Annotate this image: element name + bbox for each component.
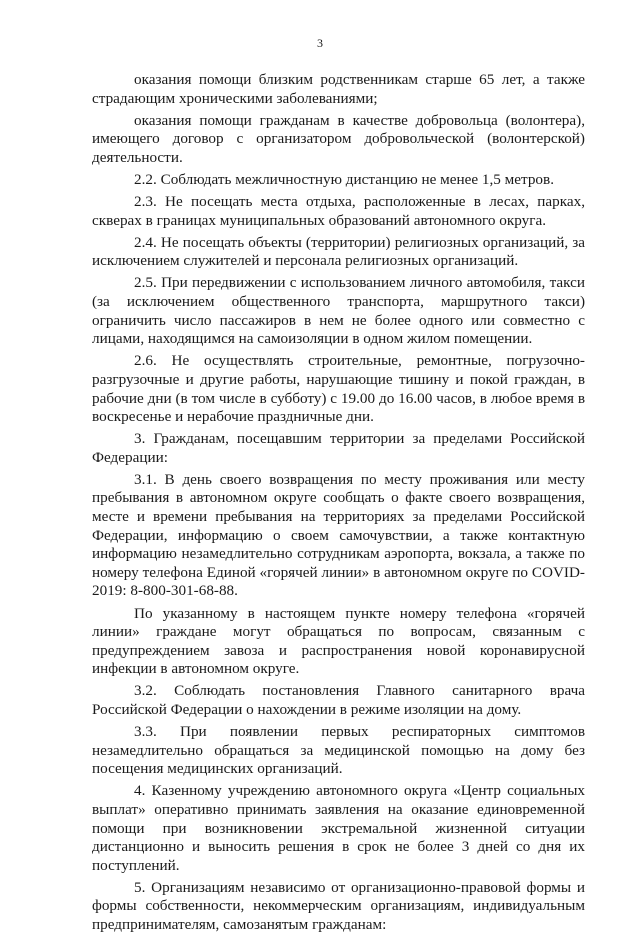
- paragraph-2-3-recreation: 2.3. Не посещать места отдыха, расположенные в лесах, парках, скверах в границах муниципальных образований автономного округа.: [92, 193, 585, 229]
- paragraph-4-social-payments: 4. Казенному учреждению автономного округа «Центр социальных выплат» оперативно принимать заявления на оказание единовременной помощи при возникновении экстремальной жизненной ситуации дистанционно и выносить решения в срок не более 3 дней со дня их поступлений.: [92, 782, 585, 874]
- paragraph-3-citizens-abroad: 3. Гражданам, посещавшим территории за пределами Российской Федерации:: [92, 430, 585, 466]
- paragraph-volunteer-help: оказания помощи гражданам в качестве добровольца (волонтера), имеющего договор с организатором добровольческой (волонтерской) деятельности.: [92, 111, 585, 166]
- paragraph-3-1-report: 3.1. В день своего возвращения по месту проживания или месту пребывания в автономном округе сообщать о факте своего возвращения, месте и времени пребывания на территориях за пределами Российской Федерации, информацию о своем самочувствии, а также контактную информацию незамедлительно сотрудникам аэропорта, вокзала, а также по номеру телефона Единой «горячей линии» в автономном округе по COVID-2019: 8-800-301-68-88.: [92, 470, 585, 600]
- paragraph-3-2-isolation: 3.2. Соблюдать постановления Главного санитарного врача Российской Федерации о нахождении в режиме изоляции на дому.: [92, 682, 585, 718]
- paragraph-2-4-religious: 2.4. Не посещать объекты (территории) религиозных организаций, за исключением служителей и персонала религиозных организаций.: [92, 233, 585, 270]
- document-body: [92, 71, 585, 938]
- paragraph-2-5-transport: 2.5. При передвижении с использованием личного автомобиля, такси (за исключением общественного транспорта, маршрутного такси) ограничить число пассажиров в нем не более одного или совместно с лицами, находящимся на самоизоляции в одном жилом помещении.: [92, 274, 585, 348]
- paragraph-3-3-symptoms: 3.3. При появлении первых респираторных симптомов незамедлительно обращаться за медицинской помощью на дому без посещения медицинских организаций.: [92, 723, 585, 778]
- paragraph-help-relatives: оказания помощи близким родственникам старше 65 лет, а также страдающим хроническими заболеваниями;: [92, 71, 585, 107]
- paragraph-2-2-distance: 2.2. Соблюдать межличностную дистанцию не менее 1,5 метров.: [134, 170, 554, 188]
- paragraph-2-6-works: 2.6. Не осуществлять строительные, ремонтные, погрузочно-разгрузочные и другие работы, нарушающие тишину и покой граждан, в рабочие дни (в том числе в субботу) с 19.00 до 16.00 часов, в любое время в воскресенье и нерабочие праздничные дни.: [92, 352, 585, 426]
- paragraph-hotline: По указанному в настоящем пункте номеру телефона «горячей линии» граждане могут обращаться по вопросам, связанным с предупреждением завоза и распространения новой коронавирусной инфекции в автономном округе.: [92, 604, 585, 678]
- paragraph-5-organizations: 5. Организациям независимо от организационно-правовой формы и формы собственности, некоммерческим организациям, индивидуальным предпринимателям, самозанятым гражданам:: [92, 878, 585, 934]
- page-number: 3: [317, 36, 323, 50]
